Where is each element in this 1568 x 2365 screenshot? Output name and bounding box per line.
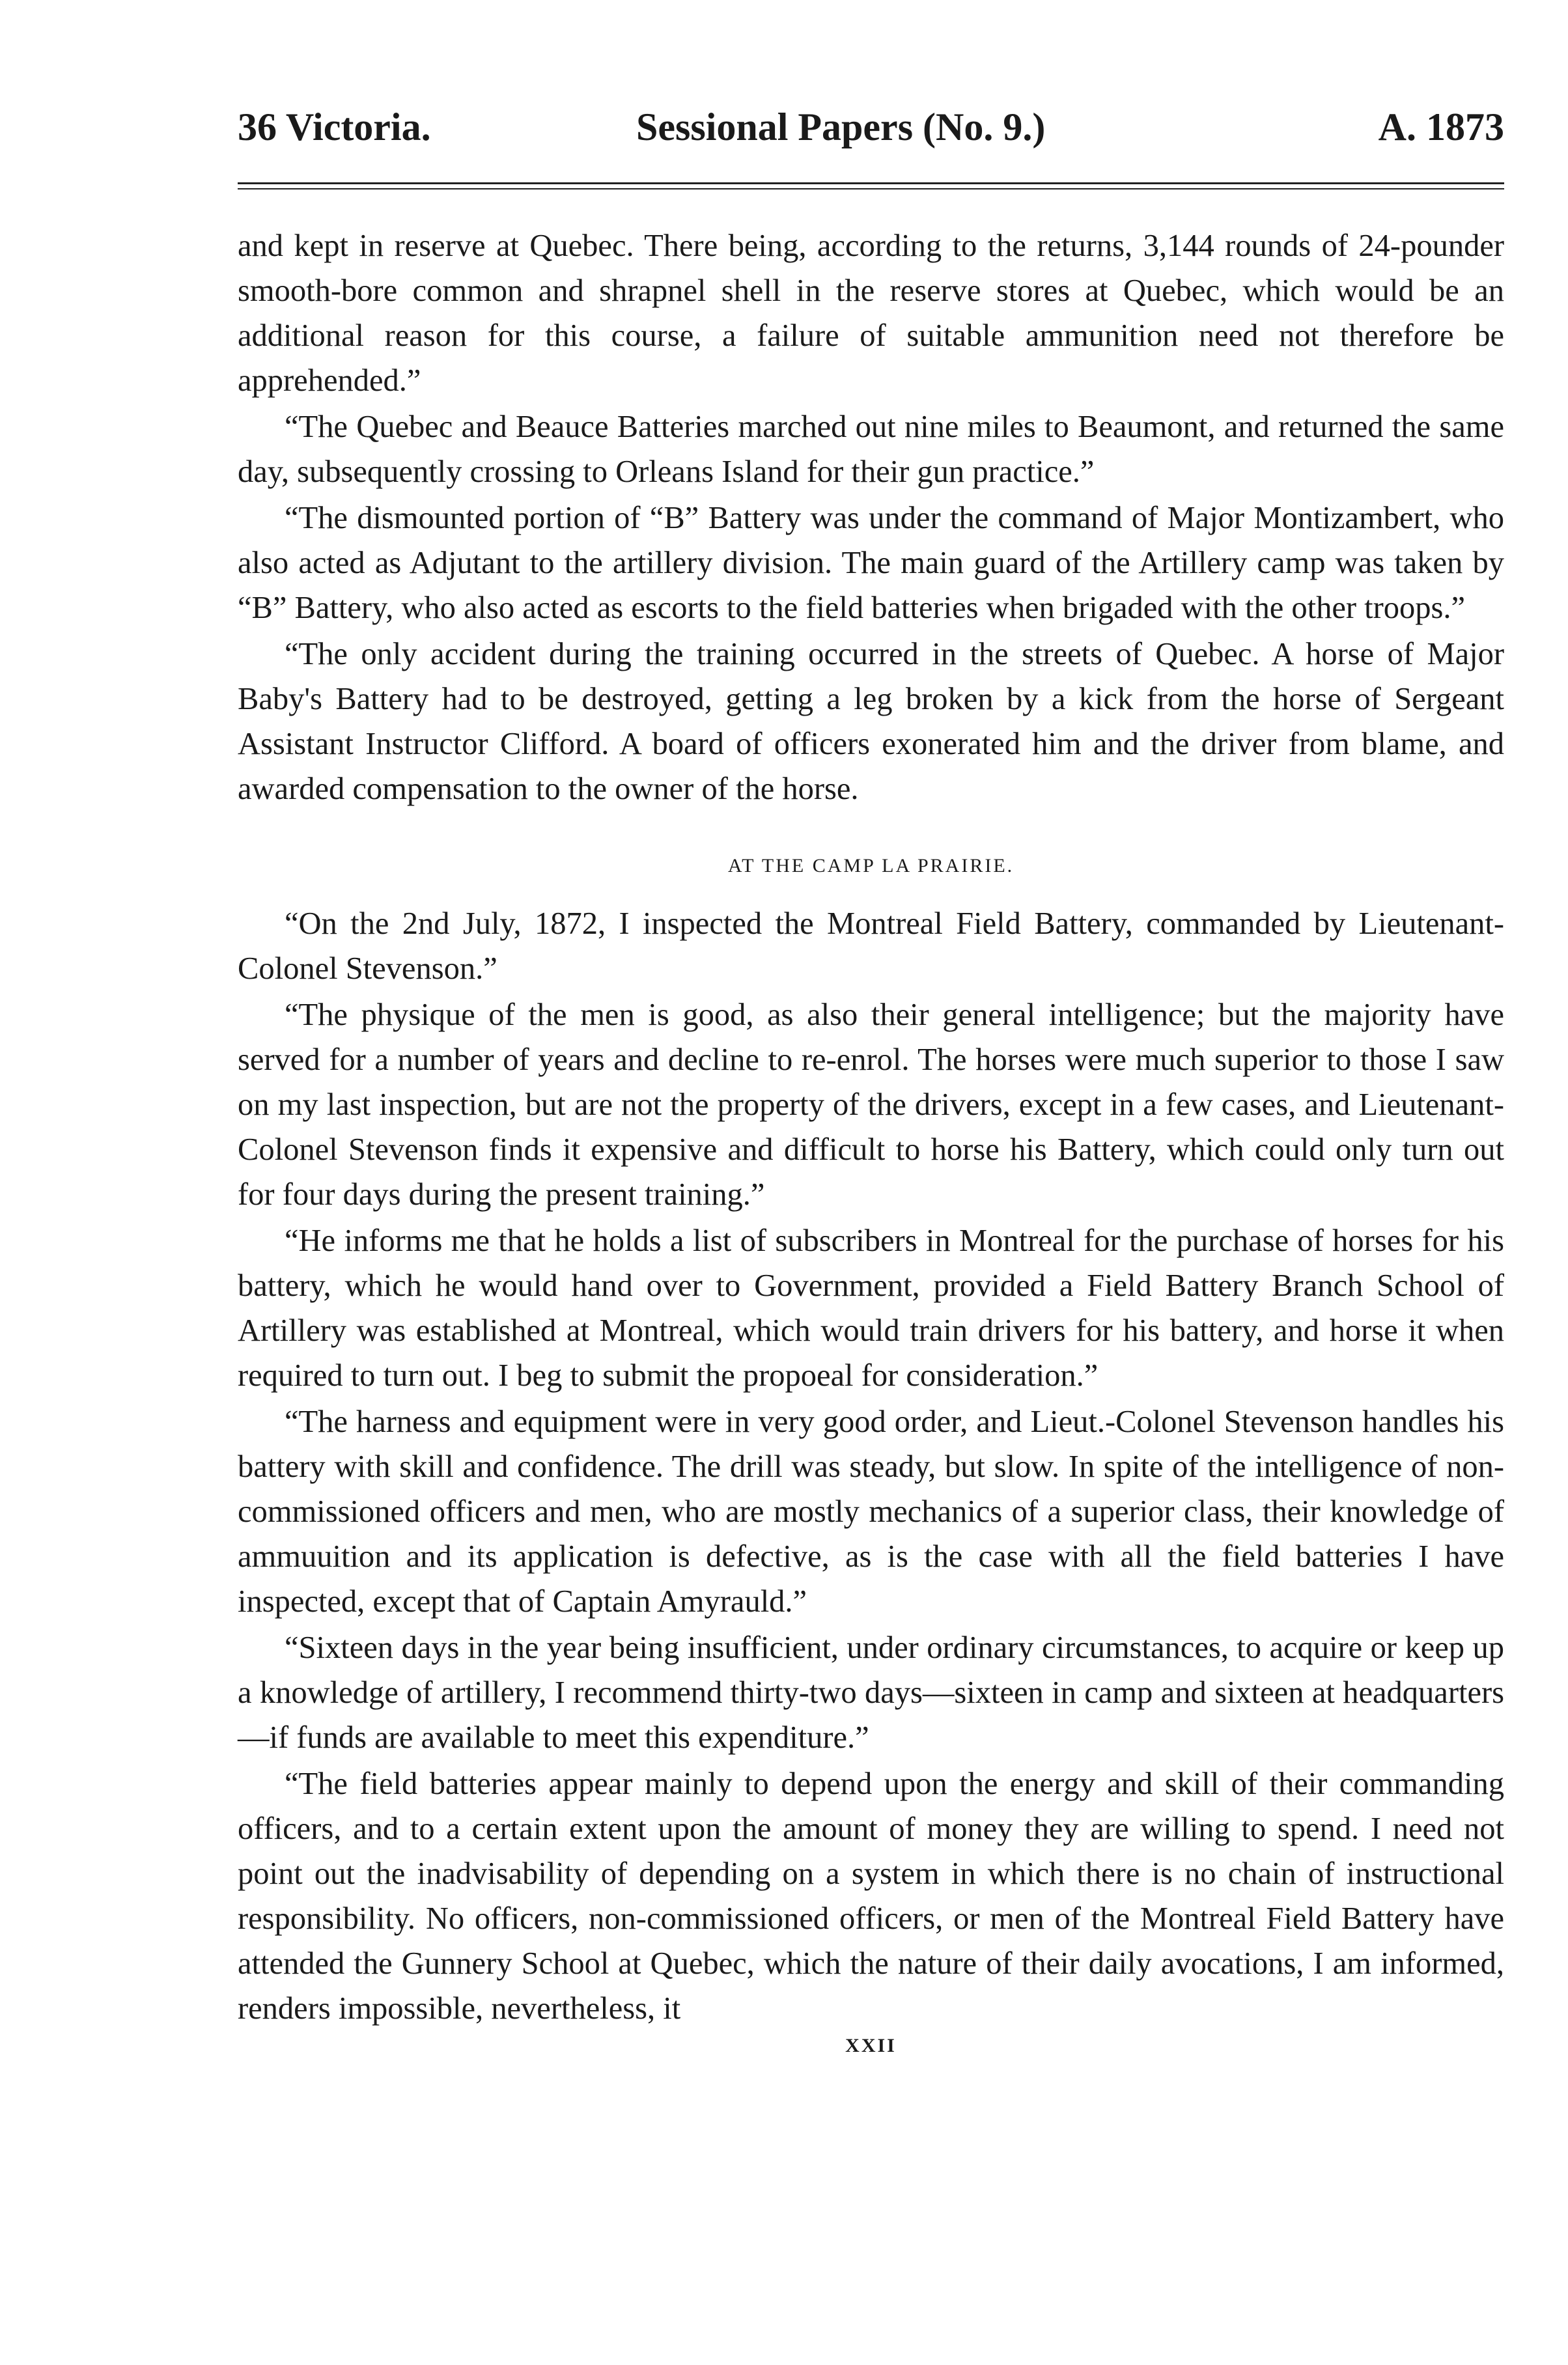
paragraph: “The Quebec and Beauce Batteries marched out nine miles to Beaumont, and returned the same day, subsequently crossing to Orleans Island for their gun practice.”: [238, 410, 1504, 489]
paragraph: “On the 2nd July, 1872, I inspected the Montreal Field Battery, commanded by Lieutenant-Colonel Stevenson.”: [238, 906, 1504, 986]
header-session: 36 Victoria.: [238, 105, 431, 148]
paragraph: “The physique of the men is good, as also their general intelligence; but the majority have served for a number of years and decline to re-enrol. The horses were much superior to those I saw on my last inspection, but are not the property of the drivers, except in a few cases, and Lieutenant-Colonel Stevenson finds it expensive and difficult to horse his Battery, which could only turn out for four days during the present training.”: [238, 998, 1504, 1212]
paragraph: “He informs me that he holds a list of subscribers in Montreal for the purchase of horses for his battery, which he would hand over to Government, provided a Field Battery Branch School of Artillery was established at Montreal, which would train drivers for his battery, and horse it when required to turn out. I beg to submit the propoeal for consideration.”: [238, 1224, 1504, 1393]
running-header: [238, 98, 1504, 156]
paragraph: “The harness and equipment were in very good order, and Lieut.-Colonel Stevenson handles his battery with skill and confidence. The drill was steady, but slow. In spite of the intelligence of non-commissioned officers and men, who are mostly mechanics of a superior class, their knowledge of ammuuition and its application is defective, as is the case with all the field batteries I have inspected, except that of Captain Amyrauld.”: [238, 1405, 1504, 1619]
header-year: A. 1873: [1378, 105, 1504, 148]
paragraph: “The only accident during the training occurred in the streets of Quebec. A horse of Major Baby's Battery had to be destroyed, getting a leg broken by a kick from the horse of Sergeant Assistant Instructor Clifford. A board of officers exonerated him and the driver from blame, and awarded compensation to the owner of the horse.: [238, 637, 1504, 806]
section-heading: AT THE CAMP LA PRAIRIE.: [727, 855, 1015, 876]
header-publication: Sessional Papers (No. 9.): [636, 105, 1046, 148]
paragraph: “The field batteries appear mainly to depend upon the energy and skill of their commanding officers, and to a certain extent upon the amount of money they are willing to spend. I need not point out the inadvisability of depending on a system in which there is no chain of instructional responsibility. No officers, non-commissioned officers, or men of the Montreal Field Battery have attended the Gunnery School at Quebec, which the nature of their daily avocations, I am informed, renders impossible, nevertheless, it: [238, 1767, 1504, 2026]
page-number: XXII: [845, 2035, 897, 2056]
document-page: [238, 98, 1504, 2057]
paragraph: “The dismounted portion of “B” Battery was under the command of Major Montizambert, who also acted as Adjutant to the artillery division. The main guard of the Artillery camp was taken by “B” Battery, who also acted as escorts to the field batteries when brigaded with the other troops.”: [238, 501, 1504, 625]
paragraph: “Sixteen days in the year being insufficient, under ordinary circumstances, to acquire or keep up a knowledge of artillery, I recommend thirty-two days—sixteen in camp and sixteen at headquarters—if funds are available to meet this expenditure.”: [238, 1630, 1504, 1755]
paragraph: and kept in reserve at Quebec. There being, according to the returns, 3,144 rounds of 24-pounder smooth-bore common and shrapnel shell in the reserve stores at Quebec, which would be an additional reason for this course, a failure of suitable ammunition need not therefore be apprehended.”: [238, 229, 1504, 398]
body-text: [238, 223, 1504, 2031]
header-rule: [238, 182, 1504, 189]
